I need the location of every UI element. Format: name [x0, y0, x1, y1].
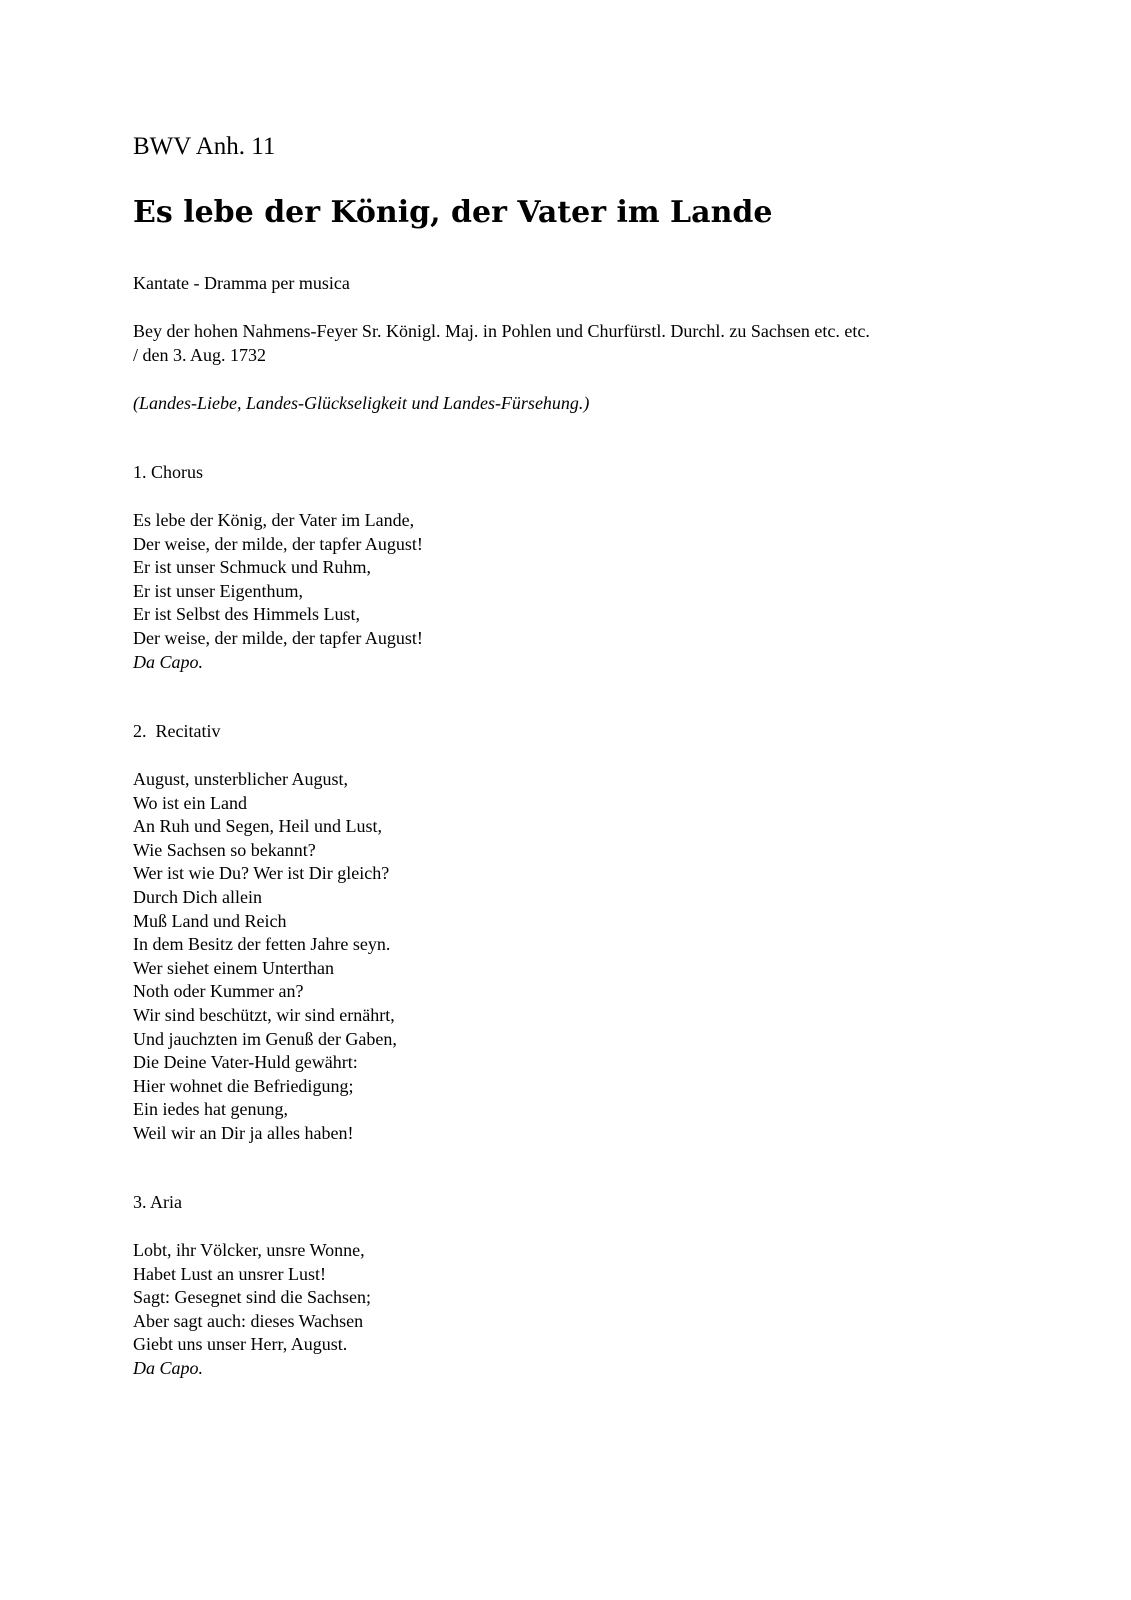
- page-title: Es lebe der König, der Vater im Lande: [133, 195, 773, 230]
- verse-line: Durch Dich allein: [133, 886, 262, 907]
- verse-line: Der weise, der milde, der tapfer August!: [133, 533, 423, 554]
- verse-line: Die Deine Vater-Huld gewährt:: [133, 1052, 358, 1073]
- occasion: [133, 320, 1013, 367]
- verse-line: Habet Lust an unsrer Lust!: [133, 1263, 326, 1284]
- occasion-line: / den 3. Aug. 1732: [133, 344, 266, 365]
- movement-text: [133, 768, 397, 1146]
- verse-line: Noth oder Kummer an?: [133, 981, 304, 1002]
- verse-line: Wir sind beschützt, wir sind ernährt,: [133, 1004, 395, 1025]
- verse-line: Wo ist ein Land: [133, 792, 248, 813]
- verse-line: Sagt: Gesegnet sind die Sachsen;: [133, 1287, 371, 1308]
- verse-line: Er ist Selbst des Himmels Lust,: [133, 604, 360, 625]
- verse-line: Ein iedes hat genung,: [133, 1099, 288, 1120]
- verse-line: Und jauchzten im Genuß der Gaben,: [133, 1028, 397, 1049]
- movement-text: [133, 509, 423, 674]
- catalog-number: BWV Anh. 11: [133, 133, 276, 160]
- movement-heading: 3. Aria: [133, 1192, 182, 1212]
- verse-line: In dem Besitz der fetten Jahre seyn.: [133, 934, 391, 955]
- verse-line: August, unsterblicher August,: [133, 769, 348, 789]
- characters-list: (Landes-Liebe, Landes-Glückseligkeit und Landes-Fürsehung.): [133, 393, 590, 413]
- verse-line: Lobt, ihr Völcker, unsre Wonne,: [133, 1240, 365, 1260]
- movement-heading: 1. Chorus: [133, 462, 204, 482]
- occasion-line: Bey der hohen Nahmens-Feyer Sr. Königl. Maj. in Pohlen und Churfürstl. Durchl. zu Sachsen etc. etc.: [133, 321, 870, 341]
- verse-line: Er ist unser Eigenthum,: [133, 580, 303, 601]
- verse-line: An Ruh und Segen, Heil und Lust,: [133, 816, 382, 837]
- verse-line: Wie Sachsen so bekannt?: [133, 839, 316, 860]
- subtitle: Kantate - Dramma per musica: [133, 273, 350, 293]
- verse-line: Wer ist wie Du? Wer ist Dir gleich?: [133, 863, 390, 884]
- verse-line: Hier wohnet die Befriedigung;: [133, 1075, 354, 1096]
- verse-line: Muß Land und Reich: [133, 910, 287, 931]
- movement-text: [133, 1239, 371, 1381]
- verse-line: Der weise, der milde, der tapfer August!: [133, 627, 423, 648]
- da-capo-marking: Da Capo.: [133, 1357, 204, 1378]
- verse-line: Es lebe der König, der Vater im Lande,: [133, 510, 415, 530]
- verse-line: Aber sagt auch: dieses Wachsen: [133, 1310, 364, 1331]
- movement-heading: 2. Recitativ: [133, 721, 221, 741]
- verse-line: Weil wir an Dir ja alles haben!: [133, 1122, 354, 1143]
- verse-line: Wer siehet einem Unterthan: [133, 957, 334, 978]
- verse-line: Giebt uns unser Herr, August.: [133, 1334, 348, 1355]
- verse-line: Er ist unser Schmuck und Ruhm,: [133, 557, 371, 578]
- da-capo-marking: Da Capo.: [133, 651, 204, 672]
